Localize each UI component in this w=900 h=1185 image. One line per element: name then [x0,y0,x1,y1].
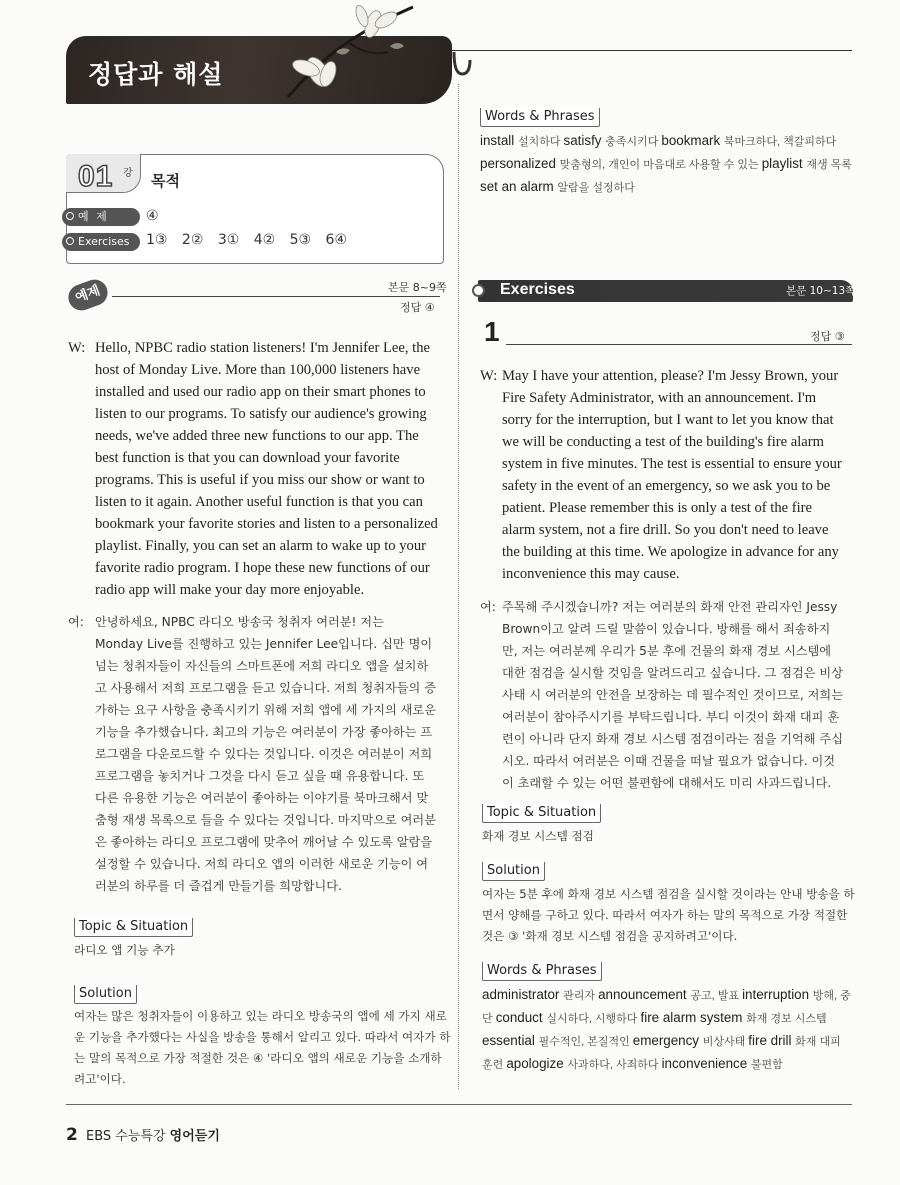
translation-line: 넘는 청취자들이 자신들의 스마트폰에 저희 라디오 앱을 설치하 [95,659,429,673]
word-meaning: 사과하다, 사죄하다 [567,1059,662,1071]
word-term: announcement [598,987,691,1002]
script-line: safety in the event of an emergency, so we ask you to be [502,478,831,494]
word-meaning: 공고, 발표 [690,990,743,1002]
example-rule [112,296,440,297]
pill-dot-icon [66,212,74,220]
solution-line: 여자는 5분 후에 화재 경보 시스템 점검을 실시할 것이라는 안내 방송을 하 [482,887,855,901]
exercise-answers: 1③ 2② 3① 4② 5③ 6④ [146,232,347,248]
example-english-script [95,337,445,601]
translation-line: 안녕하세요, NPBC 라디오 방송국 청취자 여러분! 저는 [95,615,384,629]
script-line: Fire Safety Administrator, with an announcement. I'm [502,390,817,406]
translation-line: 이 초래할 수 있는 어떤 불편함에 대해서도 미리 사과드립니다. [502,776,832,790]
footer-subject: 영어듣기 [169,1129,220,1144]
exercise-topic-text: 화재 경보 시스템 점검 [482,829,594,843]
exercise-english-script [502,365,852,585]
word-meaning: 화재 경보 시스템 [746,1013,827,1025]
column-divider [458,84,459,1089]
word-term: bookmark [661,133,724,148]
word-term: fire alarm system [640,1010,747,1025]
lesson-unit: 강 [123,168,133,179]
lesson-title: 목적 [151,172,180,190]
word-term: install [480,133,518,148]
example-words-list [480,130,852,199]
example-page-ref: 본문 8~9쪽 [388,281,447,294]
word-term: conduct [495,1010,547,1025]
script-line: bookmark your favorite stories and listen to a personalized [95,516,438,532]
translation-line: 여러분이 참아주시기를 부탁드립니다. 부디 이것이 화재 대피 훈 [502,710,840,724]
script-line: patient. Please remember this is only a test of the fire [502,500,813,516]
example-topic-text: 라디오 앱 기능 추가 [74,943,175,957]
question-answer: 정답 ③ [810,330,845,343]
script-line: inconvenience this may cause. [502,566,680,582]
script-line: alarm system, not a fire drill. So you don't need to leave [502,522,829,538]
translation-line: 로그램을 다운로드할 수 있다는 것입니다. 이것은 여러분이 저희 [95,747,433,761]
word-meaning: 비상사태 [702,1036,749,1048]
exercises-page-ref: 본문 10~13쪽 [786,285,856,297]
solution-line: 여자는 많은 청취자들이 이용하고 있는 라디오 방송국의 앱에 세 가지 새로 [74,1009,447,1023]
script-line: listen to our programs. To satisfy our audience's growing [95,406,427,422]
translation-line: Brown이고 알려 드릴 말씀이 있습니다. 방해를 해서 죄송하지 [502,622,831,636]
translation-line: Monday Live를 진행하고 있는 Jennifer Lee입니다. 십만 명이 [95,637,433,651]
translation-line: 프로그램을 놓치거나 그것을 다시 듣고 싶을 때 유용합니다. 또 [95,769,425,783]
example-answer: ④ [146,208,159,224]
example-answer-label: 정답 ④ [400,301,435,314]
example-tag: 예제 [65,276,111,314]
exercise-solution-text [482,884,854,947]
lesson-number: 01 [78,160,114,193]
script-line: May I have your attention, please? I'm Jessy Brown, your [502,368,839,384]
example-speaker: W: [68,340,86,356]
example-pill [62,208,140,226]
translation-line: 주목해 주시겠습니까? 저는 여러분의 화재 안전 관리자인 Jessy [502,600,838,614]
example-kr-speaker: 여: [68,615,84,629]
word-meaning: 북마크하다, 책갈피하다 [723,136,837,148]
script-line: playlist. Finally, you can set an alarm to wake up to your [95,538,426,554]
hook-ornament [450,50,474,90]
script-line: best function is that you can download your favorite [95,450,400,466]
header-rule [452,50,852,51]
page-title: 정답과 해설 [88,60,224,89]
translation-line: 고 사용해서 저희 프로그램을 듣고 있습니다. 저희 청취자들의 증 [95,681,436,695]
word-meaning: 맞춤형의, 개인이 마음대로 사용할 수 있는 [559,159,762,171]
page-number: 2 [66,1125,78,1145]
word-meaning: 알람을 설정하다 [557,182,635,194]
word-meaning: 설치하다 [517,136,564,148]
script-line: needs, we've added three new functions to our app. The [95,428,419,444]
word-term: satisfy [563,133,606,148]
magnolia-icon [278,2,418,102]
translation-line: 가하는 요구 사항을 충족시키기 위해 저희 앱에 세 가지의 새로운 [95,703,436,717]
script-line: host of Monday Live. More than 100,000 listeners have [95,362,421,378]
translation-line: 은 좋아하는 라디오 프로그램에 맞추어 깨어날 수 있도록 알람을 [95,835,433,849]
word-term: interruption [742,987,813,1002]
example-pill-label: 예 제 [78,210,109,223]
solution-line: 운 기능을 추가했다는 사실을 방송을 통해서 알리고 있다. 따라서 여자가 하 [74,1030,451,1044]
exercises-pill [62,233,140,251]
word-meaning: 재생 목록 [806,159,852,171]
footer-brand: EBS 수능특강 [85,1129,166,1144]
translation-line: 러분의 하루를 더 즐겁게 만들기를 희망합니다. [95,879,342,893]
script-line: installed and used our radio app on their smart phones to [95,384,426,400]
word-term: administrator [482,987,564,1002]
script-line: we will be conducting a test of the building's fire alarm [502,434,824,450]
example-korean-script [95,611,441,897]
word-meaning: 관리자 [563,990,599,1002]
pill-dot-icon [66,237,74,245]
script-line: Hello, NPBC radio station listeners! I'm Jennifer Lee, the [95,340,430,356]
example-topic-label: Topic & Situation [74,918,193,937]
word-meaning: 방해, 중단 [482,990,851,1025]
translation-line: 련이 아니라 단지 화재 경보 시스템 점검이라는 점을 기억해 주십 [502,732,843,746]
exercises-title: Exercises [500,281,575,298]
question-rule [506,344,852,345]
translation-line: 대한 점검을 실시할 것임을 알려드리고 싶습니다. 그 점검은 비상 [502,666,843,680]
translation-line: 다른 유용한 기능은 여러분이 좋아하는 이야기를 북마크해서 맞 [95,791,429,805]
question-number: 1 [484,316,500,347]
exercises-ring-icon [472,284,485,297]
translation-line: 시오. 따라서 여러분은 이때 건물을 떠날 필요가 없습니다. 이것 [502,754,836,768]
footer [66,1125,220,1145]
word-term: essential [482,1033,539,1048]
translation-line: 만, 저는 여러분께 우리가 5분 후에 건물의 화재 경보 시스템에 [502,644,832,658]
translation-line: 사태 시 여러분의 안전을 보장하는 데 필수적인 것이므로, 저희는 [502,688,843,702]
solution-line: 것은 ③ '화재 경보 시스템 점검을 공지하려고'이다. [482,929,738,943]
word-term: playlist [761,156,807,171]
word-meaning: 실시하다, 시행하다 [546,1013,641,1025]
example-solution-label: Solution [74,985,137,1004]
example-solution-text [74,1006,451,1090]
word-meaning: 불편함 [750,1059,783,1071]
word-term: emergency [632,1033,703,1048]
script-line: system in five minutes. The test is essential to ensure your [502,456,842,472]
script-line: favorite radio program. I hope these new functions of our [95,560,430,576]
word-term: apologize [506,1056,568,1071]
exercises-pill-label: Exercises [78,235,130,248]
word-meaning: 화재 대피 훈련 [482,1036,841,1071]
script-line: programs. This is useful if you miss our show or want to [95,472,425,488]
script-line: listen to it again. Another useful function is that you can [95,494,423,510]
word-term: inconvenience [661,1056,751,1071]
example-words-label: Words & Phrases [480,108,600,127]
solution-line: 려고'이다. [74,1072,126,1086]
word-term: set an alarm [480,179,558,194]
exercise-speaker: W: [480,368,498,384]
word-meaning: 필수적인, 본질적인 [538,1036,633,1048]
exercise-solution-label: Solution [482,862,545,881]
word-term: fire drill [748,1033,796,1048]
word-meaning: 충족시키다 [605,136,662,148]
script-line: the building at this time. We apologize in advance for any [502,544,839,560]
exercise-korean-script [502,596,852,794]
footer-rule [66,1104,852,1105]
exercise-kr-speaker: 여: [480,600,496,614]
exercise-words-list [482,984,854,1076]
translation-line: 설정할 수 있습니다. 저희 라디오 앱의 이러한 새로운 기능이 여 [95,857,429,871]
exercise-topic-label: Topic & Situation [482,804,601,823]
exercise-words-label: Words & Phrases [482,962,602,981]
script-line: radio app will make your day more enjoyable. [95,582,365,598]
translation-line: 기능을 추가했습니다. 최고의 기능은 여러분이 가장 좋아하는 프 [95,725,433,739]
script-line: sorry for the interruption, but I want to let you know that [502,412,834,428]
word-term: personalized [480,156,560,171]
translation-line: 춤형 재생 목록으로 들을 수 있다는 것입니다. 마지막으로 여러분 [95,813,436,827]
solution-line: 면서 양해를 구하고 있다. 따라서 여자가 하는 말의 목적으로 가장 적절한 [482,908,848,922]
solution-line: 는 말의 목적으로 가장 적절한 것은 ④ '라디오 앱의 새로운 기능을 소개하 [74,1051,442,1065]
